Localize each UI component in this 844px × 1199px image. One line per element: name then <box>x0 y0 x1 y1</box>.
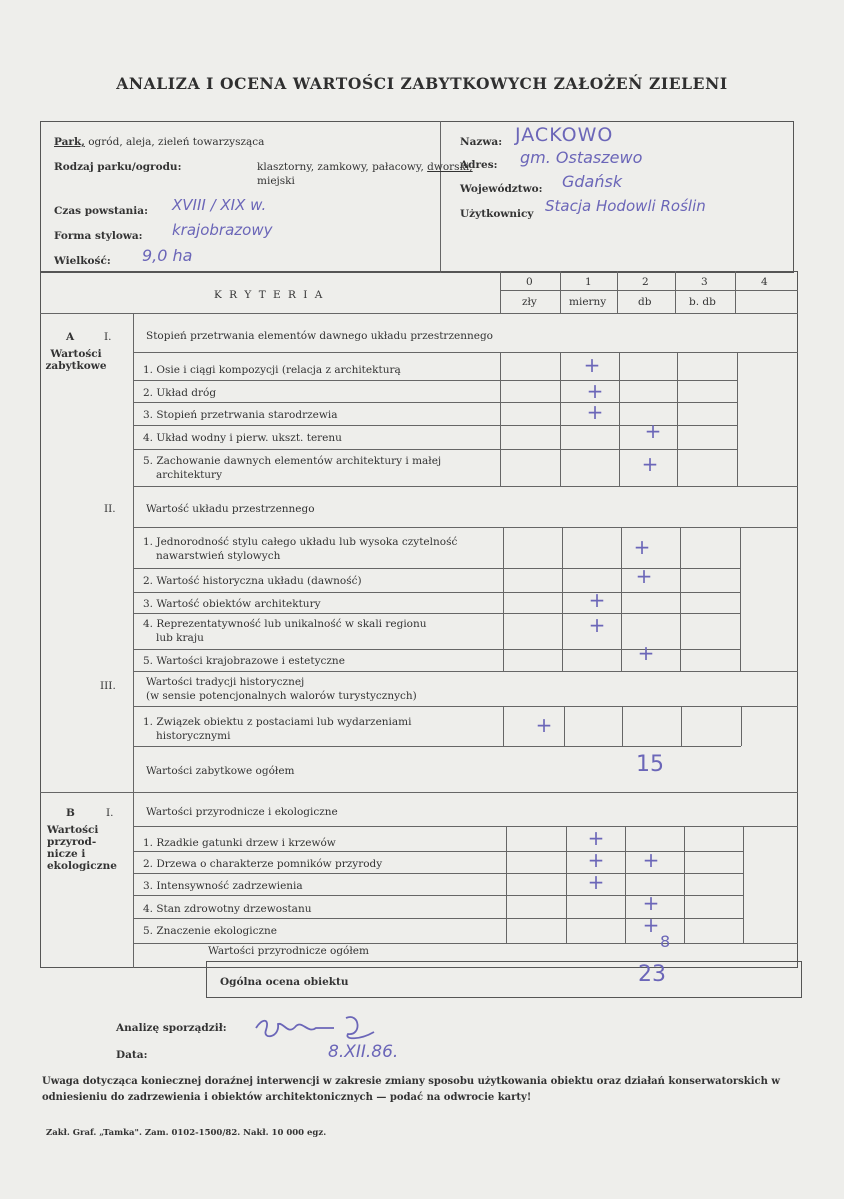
mark-reprezentatywnosc: + <box>588 613 606 637</box>
row-uklad-wodny: 4. Układ wodny i pierw. ukszt. terenu <box>143 432 342 444</box>
forma-label: Forma stylowa: <box>54 230 143 242</box>
group-a-ii-num: II. <box>104 503 116 515</box>
mark-starodrzew: + <box>586 400 604 424</box>
group-a-ii: Wartość układu przestrzennego <box>146 503 315 515</box>
form-title: ANALIZA I OCENA WARTOŚCI ZABYTKOWYCH ZAŁOŻEŃ ZIELENI <box>116 74 728 93</box>
row-zwiazek: 1. Związek obiektu z postaciami lub wydarzeniami <box>143 716 412 728</box>
mark-wartosc-historyczna: + <box>635 564 653 588</box>
mark-rzadkie-gatunki: + <box>587 826 605 850</box>
signature-image <box>250 1010 390 1046</box>
row-intensywnosc: 3. Intensywność zadrzewienia <box>143 880 303 892</box>
group-a-iii: Wartości tradycji historycznej <box>146 676 305 688</box>
mark-stan-zdrowotny: + <box>642 891 660 915</box>
rodzaj-label: Rodzaj parku/ogrodu: <box>54 161 182 173</box>
score-3: 3 <box>701 276 708 288</box>
mark-uklad-wodny: + <box>644 419 662 443</box>
mark-intensywnosc: + <box>587 870 605 894</box>
section-a-label: Wartości zabytkowe <box>45 348 107 372</box>
mark-zwiazek: + <box>535 713 553 737</box>
mark-obiekty-architektury: + <box>588 588 606 612</box>
mark-osie: + <box>583 353 601 377</box>
mark-znaczenie-ekologiczne: + <box>642 913 660 937</box>
row-obiekty-architektury: 3. Wartość obiektów architektury <box>143 598 321 610</box>
total-a-value: 15 <box>636 752 664 777</box>
uzytkownicy-label: Użytkownicy <box>460 208 534 220</box>
uzytkownicy-value: Stacja Hodowli Roślin <box>545 197 706 215</box>
score-4: 4 <box>761 276 768 288</box>
row-zwiazek-2: historycznymi <box>156 730 231 742</box>
row-starodrzew: 3. Stopień przetrwania starodrzewia <box>143 409 338 421</box>
nazwa-label: Nazwa: <box>460 136 503 148</box>
score-label-3: b. db <box>689 296 716 308</box>
print-info: Zakł. Graf. „Tamka". Zam. 0102-1500/82. Nakł. 10 000 egz. <box>46 1128 327 1138</box>
row-zachowanie-2: architektury <box>156 469 223 481</box>
score-label-2: db <box>638 296 652 308</box>
row-krajobrazowe: 5. Wartości krajobrazowe i estetyczne <box>143 655 345 667</box>
mark-uklad-drog: + <box>586 379 604 403</box>
row-jednorodnosc-2: nawarstwień stylowych <box>156 550 281 562</box>
uwaga-note: Uwaga dotycząca koniecznej doraźnej interwencji w zakresie zmiany sposobu użytkowania obiektu oraz działań konserwatorskich w odniesieniu do zadrzewienia i obiektów architektonicznych — podać na odwrocie karty! <box>42 1076 780 1103</box>
row-stan-zdrowotny: 4. Stan zdrowotny drzewostanu <box>143 903 312 915</box>
score-2: 2 <box>642 276 649 288</box>
row-reprezentatywnosc-2: lub kraju <box>156 632 204 644</box>
rodzaj-options-2: miejski <box>257 175 295 187</box>
total-b-label: Wartości przyrodnicze ogółem <box>208 945 369 957</box>
group-a-iii-2: (w sensie potencjonalnych walorów turystycznych) <box>146 690 417 702</box>
mark-jednorodnosc: + <box>633 535 651 559</box>
adres-value: gm. Ostaszewo <box>520 148 643 167</box>
score-label-0: zły <box>522 296 537 308</box>
kryteria-heading: K R Y T E R I A <box>214 289 325 301</box>
row-osie: 1. Osie i ciągi kompozycji (relacja z architekturą <box>143 364 401 376</box>
score-1: 1 <box>585 276 592 288</box>
group-b-i-num: I. <box>106 807 114 819</box>
row-reprezentatywnosc: 4. Reprezentatywność lub unikalność w skali regionu <box>143 618 427 630</box>
mark-pomniki-przyrody-1: + <box>587 848 605 872</box>
analize-label: Analizę sporządził: <box>116 1022 227 1034</box>
nazwa-value: JACKOWO <box>515 124 614 146</box>
section-b-label: Wartości przyrod-nicze i ekologiczne <box>47 824 117 872</box>
mark-krajobrazowe: + <box>637 641 655 665</box>
overall-value: 23 <box>638 962 666 987</box>
czas-value: XVIII / XIX w. <box>172 196 267 214</box>
wojewodztwo-label: Województwo: <box>460 183 543 195</box>
row-zachowanie: 5. Zachowanie dawnych elementów architektury i małej <box>143 455 442 467</box>
data-value: 8.XII.86. <box>328 1042 399 1062</box>
group-a-i: Stopień przetrwania elementów dawnego układu przestrzennego <box>146 330 493 342</box>
row-znaczenie-ekologiczne: 5. Znaczenie ekologiczne <box>143 925 278 937</box>
section-a-letter: A <box>66 331 75 343</box>
group-a-i-num: I. <box>104 331 112 343</box>
adres-label: Adres: <box>460 159 498 171</box>
mark-zachowanie: + <box>641 452 659 476</box>
row-wartosc-historyczna: 2. Wartość historyczna układu (dawność) <box>143 575 362 587</box>
wojewodztwo-value: Gdańsk <box>562 172 623 191</box>
wielkosc-value: 9,0 ha <box>142 246 193 265</box>
row-jednorodnosc: 1. Jednorodność stylu całego układu lub wysoka czytelność <box>143 536 458 548</box>
czas-label: Czas powstania: <box>54 205 148 217</box>
row-uklad-drog: 2. Układ dróg <box>143 387 217 399</box>
rodzaj-options: klasztorny, zamkowy, pałacowy, dworski, <box>257 161 473 173</box>
section-b-letter: B <box>66 807 75 819</box>
score-0: 0 <box>526 276 533 288</box>
group-a-iii-num: III. <box>100 680 116 692</box>
mark-pomniki-przyrody-2: + <box>642 848 660 872</box>
park-types: Park, ogród, aleja, zieleń towarzysząca <box>54 136 265 148</box>
score-label-1: mierny <box>569 296 607 308</box>
total-b-value: 8 <box>660 932 671 951</box>
row-pomniki-przyrody: 2. Drzewa o charakterze pomników przyrody <box>143 858 383 870</box>
forma-value: krajobrazowy <box>172 221 273 239</box>
wielkosc-label: Wielkość: <box>54 255 111 267</box>
row-rzadkie-gatunki: 1. Rzadkie gatunki drzew i krzewów <box>143 837 336 849</box>
group-b-i: Wartości przyrodnicze i ekologiczne <box>146 806 338 818</box>
data-label: Data: <box>116 1049 148 1061</box>
overall-label: Ogólna ocena obiektu <box>220 976 349 988</box>
total-a-label: Wartości zabytkowe ogółem <box>146 765 295 777</box>
